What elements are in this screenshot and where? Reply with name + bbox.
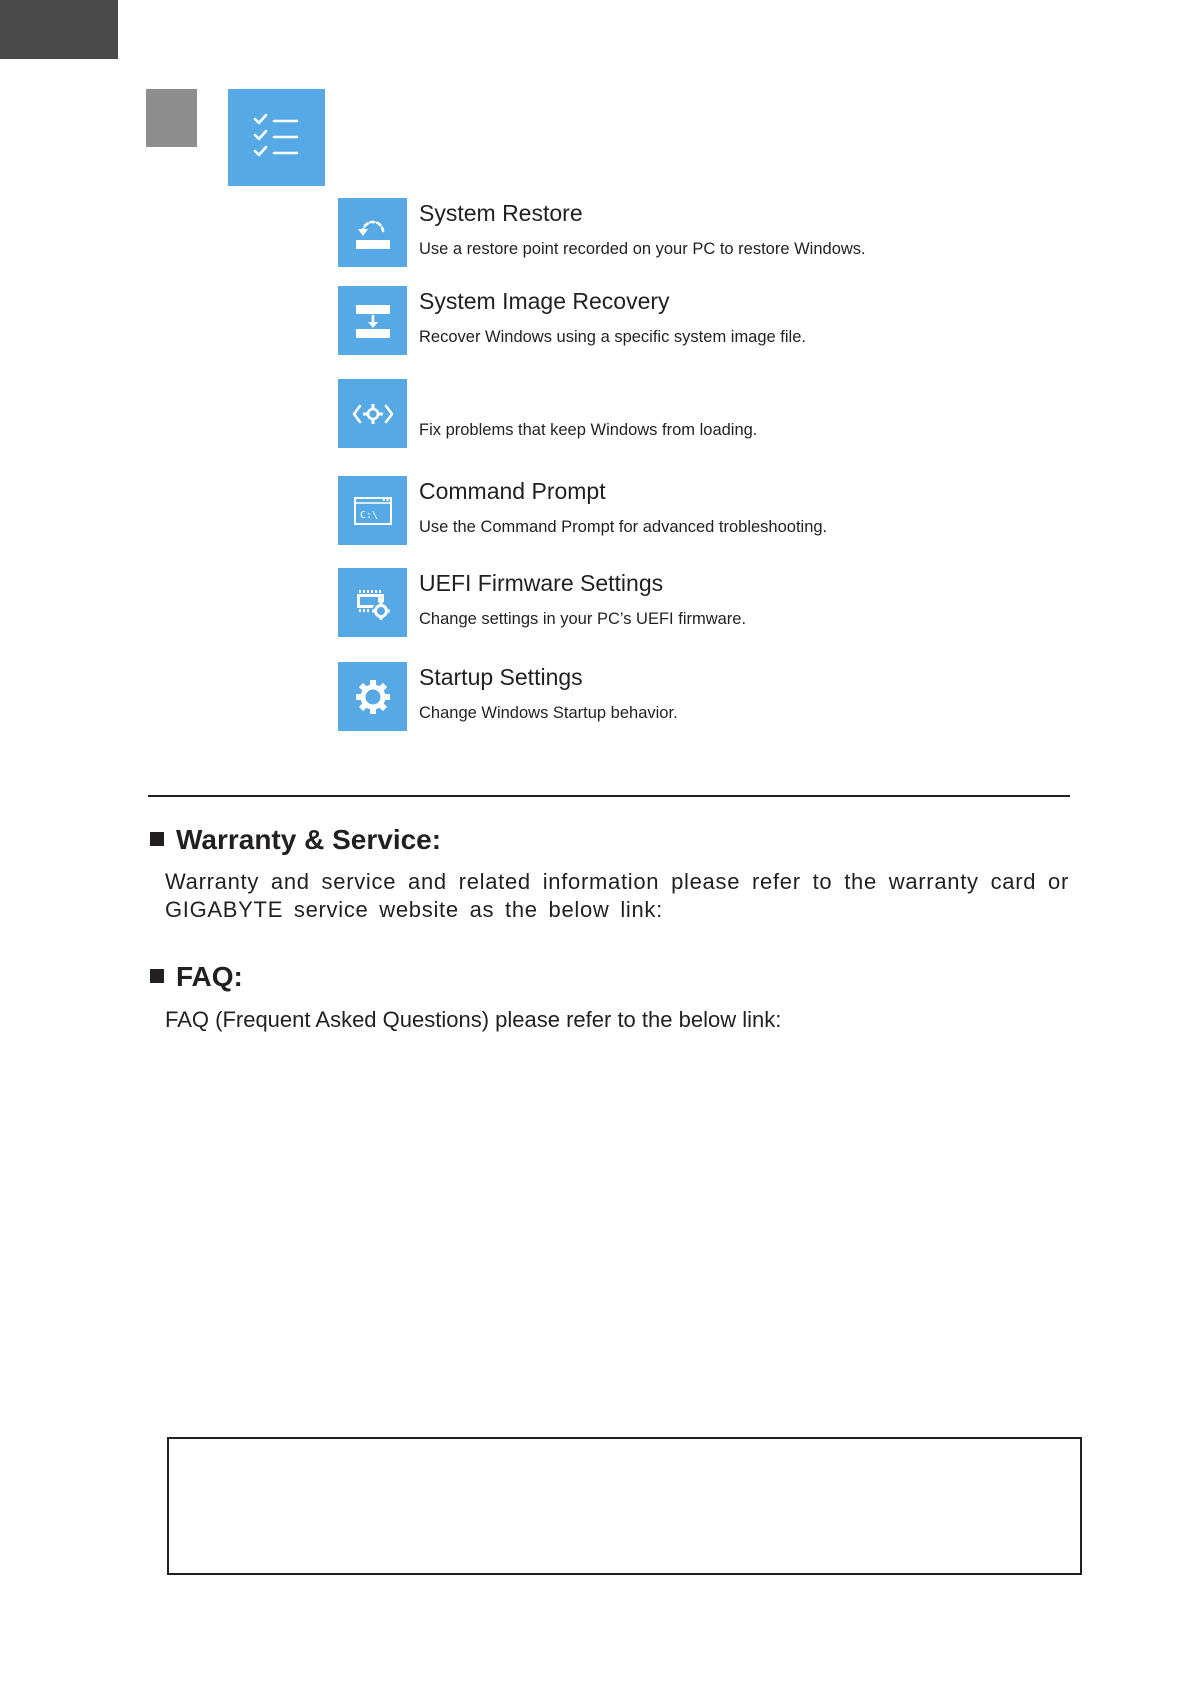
chapter-marker: [146, 89, 197, 147]
faq-heading: [150, 960, 243, 994]
warranty-heading-text: Warranty & Service:: [176, 824, 442, 855]
command-prompt-icon: [351, 493, 395, 529]
option-description: Fix problems that keep Windows from loading.: [419, 421, 758, 439]
system-restore-tile[interactable]: [338, 198, 407, 267]
startup-settings-tile[interactable]: [338, 662, 407, 731]
option-title: Startup Settings: [419, 664, 583, 690]
option-uefi-firmware-settings[interactable]: [338, 568, 1038, 638]
advanced-options-tile: [228, 89, 325, 186]
option-command-prompt[interactable]: [338, 476, 1038, 546]
checklist-icon: [249, 110, 305, 166]
option-description: Change settings in your PC’s UEFI firmware.: [419, 610, 747, 628]
prompt-glyph: C:\: [359, 509, 378, 521]
startup-repair-tile[interactable]: [338, 379, 407, 448]
option-title: System Image Recovery: [419, 288, 670, 314]
faq-heading-text: FAQ:: [176, 961, 243, 992]
page-corner-tab: [0, 0, 118, 59]
option-description: Use the Command Prompt for advanced trobleshooting.: [419, 518, 828, 536]
warranty-heading: [150, 823, 441, 857]
square-bullet-icon: [150, 969, 164, 983]
option-title: Command Prompt: [419, 478, 606, 504]
uefi-firmware-icon: [351, 581, 395, 625]
uefi-firmware-tile[interactable]: [338, 568, 407, 637]
startup-repair-icon: [351, 399, 395, 429]
command-prompt-tile[interactable]: [338, 476, 407, 545]
system-image-recovery-tile[interactable]: [338, 286, 407, 355]
system-image-recovery-icon: [351, 299, 395, 343]
option-description: Use a restore point recorded on your PC to restore Windows.: [419, 240, 866, 258]
warranty-text: Warranty and service and related information please refer to the warranty card or GIGABYTE service website as the below link:: [165, 869, 1069, 922]
option-startup-settings[interactable]: [338, 662, 1038, 732]
option-description: Change Windows Startup behavior.: [419, 704, 678, 722]
link-box: [167, 1437, 1082, 1575]
square-bullet-icon: [150, 832, 164, 846]
section-divider: [148, 795, 1070, 797]
option-system-restore[interactable]: [338, 198, 1038, 268]
faq-text: FAQ (Frequent Asked Questions) please refer to the below link:: [165, 1007, 782, 1032]
option-system-image-recovery[interactable]: [338, 286, 1038, 356]
option-title: UEFI Firmware Settings: [419, 570, 664, 596]
option-description: Recover Windows using a specific system image file.: [419, 328, 806, 346]
option-startup-repair[interactable]: [338, 379, 1038, 449]
startup-settings-icon: [351, 675, 395, 719]
option-title: System Restore: [419, 200, 583, 226]
system-restore-icon: [351, 213, 395, 253]
